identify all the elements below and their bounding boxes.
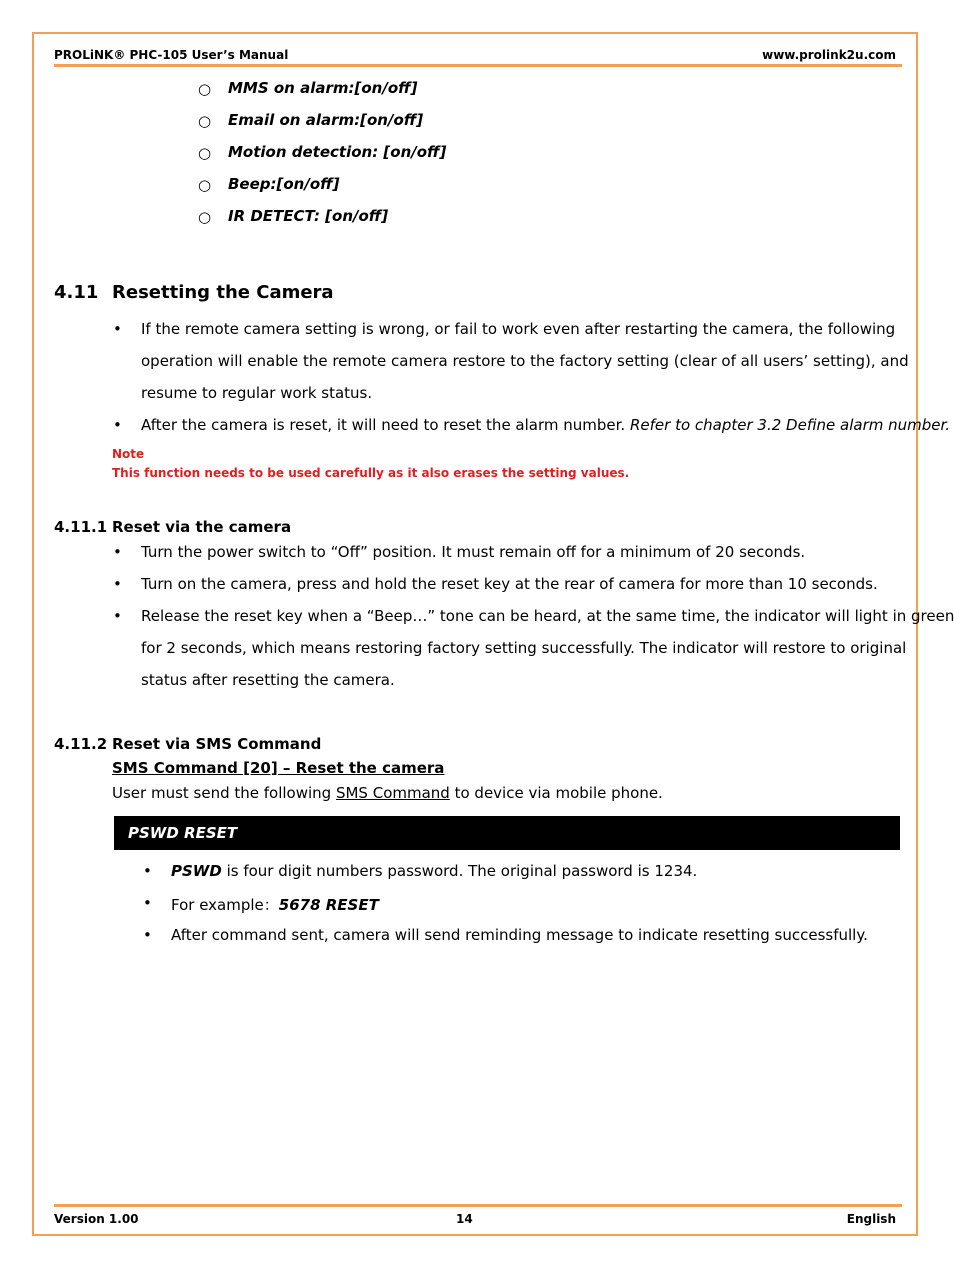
bullet-icon: • xyxy=(113,575,122,593)
paragraph-line: If the remote camera setting is wrong, or fail to work even after restarting the camera, the following xyxy=(141,320,896,338)
note-label: Note xyxy=(112,447,145,461)
option-item: Beep:[on/off] xyxy=(228,175,340,193)
paragraph-line xyxy=(171,894,379,915)
paragraph-line: After command sent, camera will send reminding message to indicate resetting successfully. xyxy=(171,926,868,944)
chapter-reference: Refer to chapter 3.2 Define alarm number. xyxy=(629,416,951,434)
paragraph-line: operation will enable the remote camera restore to the factory setting (clear of all users’ setting), and xyxy=(141,352,909,370)
circle-bullet-icon: ○ xyxy=(198,176,212,194)
paragraph-text: is four digit numbers password. The original password is 1234. xyxy=(221,862,698,880)
intro-text: User must send the following xyxy=(112,784,336,802)
paragraph-line: status after resetting the camera. xyxy=(141,671,395,689)
subsection-number: 4.11.1 xyxy=(54,518,108,536)
bullet-icon: • xyxy=(113,543,122,561)
footer-language: English xyxy=(846,1212,896,1226)
option-item: Motion detection: [on/off] xyxy=(228,143,447,161)
footer-version: Version 1.00 xyxy=(54,1212,139,1226)
circle-bullet-icon: ○ xyxy=(198,144,212,162)
bullet-icon: • xyxy=(143,894,152,912)
subsection-title: Reset via SMS Command xyxy=(112,735,322,753)
section-title: Resetting the Camera xyxy=(112,282,334,303)
bullet-icon: • xyxy=(113,320,122,338)
paragraph-line xyxy=(171,862,697,880)
paragraph-line: Turn on the camera, press and hold the reset key at the rear of camera for more than 10 seconds. xyxy=(141,575,878,593)
bullet-icon: • xyxy=(113,607,122,625)
command-text: PSWD RESET xyxy=(128,824,238,842)
header-rule xyxy=(54,64,902,67)
page-header xyxy=(54,48,896,62)
option-item: Email on alarm:[on/off] xyxy=(228,111,424,129)
paragraph-line: Turn the power switch to “Off” position. It must remain off for a minimum of 20 seconds. xyxy=(141,543,806,561)
command-title-text: SMS Command [20] – Reset the camera xyxy=(112,759,445,777)
subsection-title: Reset via the camera xyxy=(112,518,292,536)
paragraph-line: for 2 seconds, which means restoring factory setting successfully. The indicator will restore to original xyxy=(141,639,907,657)
command-title xyxy=(112,759,444,777)
password-term: PSWD xyxy=(171,862,222,880)
section-number: 4.11 xyxy=(54,282,99,303)
circle-bullet-icon: ○ xyxy=(198,208,212,226)
page-border xyxy=(32,32,918,1236)
paragraph-text: For example： xyxy=(171,896,279,914)
footer-rule xyxy=(54,1204,902,1207)
page-number: 14 xyxy=(456,1212,473,1226)
header-website[interactable]: www.prolink2u.com xyxy=(762,48,896,62)
paragraph-line xyxy=(141,416,950,434)
option-item: IR DETECT: [on/off] xyxy=(228,207,389,225)
subsection-number: 4.11.2 xyxy=(54,735,108,753)
paragraph-line: Release the reset key when a “Beep…” tone can be heard, at the same time, the indicator will light in green xyxy=(141,607,954,625)
example-command: 5678 RESET xyxy=(278,896,379,914)
note-text: This function needs to be used carefully as it also erases the setting values. xyxy=(112,466,630,480)
paragraph-line xyxy=(112,784,663,802)
paragraph-text: After the camera is reset, it will need to reset the alarm number. xyxy=(141,416,630,434)
option-item: MMS on alarm:[on/off] xyxy=(228,79,418,97)
paragraph-line: resume to regular work status. xyxy=(141,384,373,402)
page-footer xyxy=(54,1212,896,1226)
bullet-icon: • xyxy=(143,926,152,944)
bullet-icon: • xyxy=(113,416,122,434)
intro-text: to device via mobile phone. xyxy=(449,784,663,802)
circle-bullet-icon: ○ xyxy=(198,112,212,130)
bullet-icon: • xyxy=(143,862,152,880)
sms-command-link[interactable]: SMS Command xyxy=(335,784,450,802)
circle-bullet-icon: ○ xyxy=(198,80,212,98)
header-title: PROLiNK® PHC-105 User’s Manual xyxy=(54,48,289,62)
command-box xyxy=(114,816,900,850)
